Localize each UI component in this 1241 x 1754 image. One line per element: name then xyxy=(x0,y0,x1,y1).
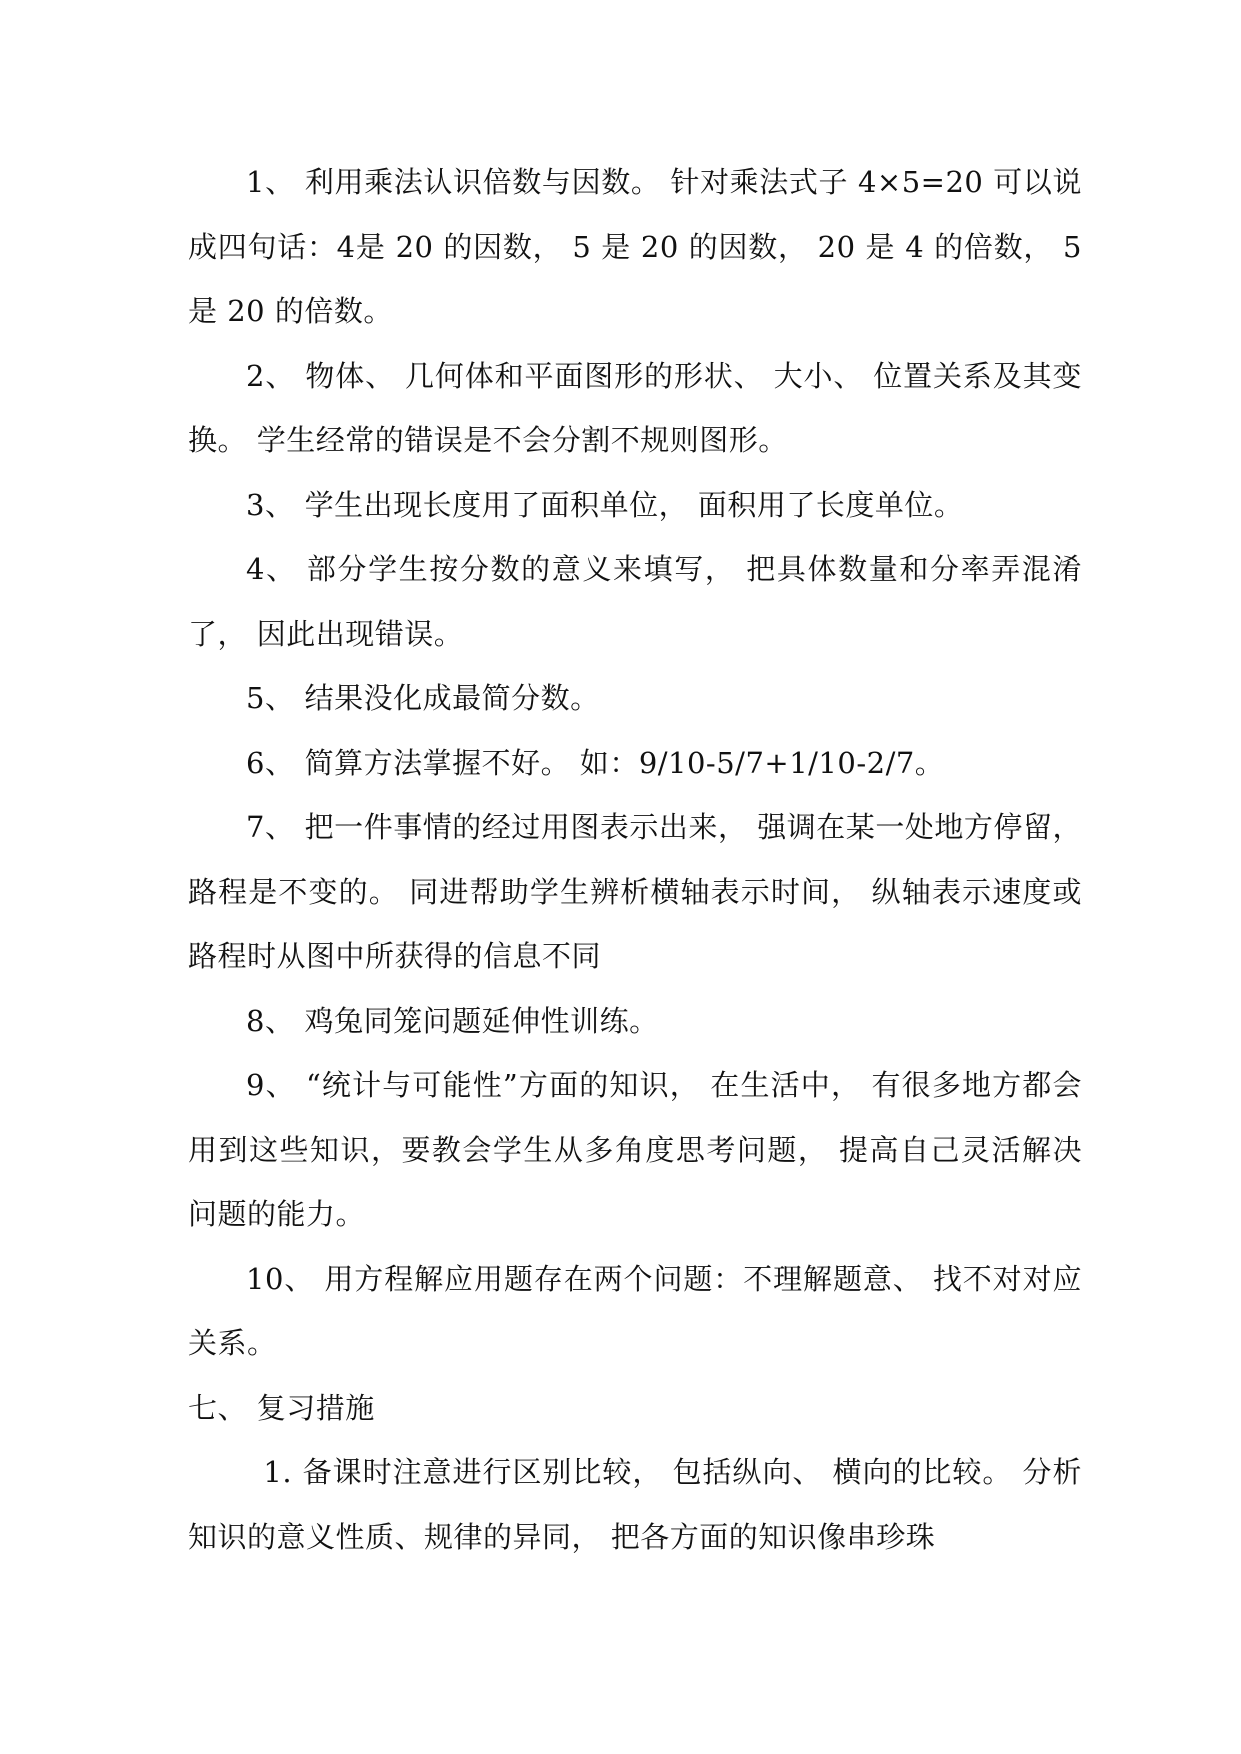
list-item xyxy=(188,1247,1082,1376)
item-number: 2、 xyxy=(246,358,296,393)
item-number: 1. xyxy=(263,1455,293,1489)
list-item xyxy=(188,1053,1082,1247)
list-item xyxy=(188,795,1082,989)
list-item xyxy=(188,537,1082,666)
list-item xyxy=(188,150,1082,344)
item-number: 4、 xyxy=(246,552,297,586)
item-text: 备课时注意进行区别比较， 包括纵向、 横向的比较。 分析知识的意义性质、规律的异同， 把各方面的知识像串珍珠 xyxy=(188,1455,1082,1554)
item-number: 10、 xyxy=(246,1261,315,1296)
item-number: 9、 xyxy=(246,1068,296,1102)
list-item xyxy=(188,989,1082,1054)
item-number: 6、 xyxy=(246,745,295,780)
list-item xyxy=(188,731,1082,796)
measure-item xyxy=(188,1440,1082,1569)
document-body xyxy=(188,150,1082,1569)
section-heading: 七、 复习措施 xyxy=(188,1390,375,1425)
item-text: 把一件事情的经过用图表示出来， 强调在某一处地方停留， 路程是不变的。 同进帮助学生辨析横轴表示时间， 纵轴表示速度或路程时从图中所获得的信息不同 xyxy=(188,810,1082,973)
item-number: 5、 xyxy=(246,681,295,715)
list-item xyxy=(188,473,1082,538)
item-text: 学生出现长度用了面积单位， 面积用了长度单位。 xyxy=(304,487,964,522)
item-text: 利用乘法认识倍数与因数。 针对乘法式子 4×5=20 可以说成四句话：4是 20 的因数， 5 是 20 的因数， 20 是 4 的倍数， 5 是 20 的倍数。 xyxy=(188,165,1082,328)
item-number: 1、 xyxy=(246,165,295,199)
item-text: 鸡兔同笼问题延伸性训练。 xyxy=(304,1003,659,1038)
list-item xyxy=(188,344,1082,473)
item-text: 用方程解应用题存在两个问题：不理解题意、 找不对对应关系。 xyxy=(188,1261,1082,1360)
item-number: 8、 xyxy=(246,1003,295,1038)
item-text: “统计与可能性”方面的知识， 在生活中， 有很多地方都会用到这些知识，要教会学生从多角度思考问题， 提高自己灵活解决问题的能力。 xyxy=(188,1068,1083,1231)
item-number: 3、 xyxy=(246,487,295,522)
item-text: 结果没化成最简分数。 xyxy=(304,681,600,715)
item-text: 物体、 几何体和平面图形的形状、 大小、 位置关系及其变换。 学生经常的错误是不会分割不规则图形。 xyxy=(188,358,1083,457)
item-text: 部分学生按分数的意义来填写， 把具体数量和分率弄混淆了， 因此出现错误。 xyxy=(188,552,1082,651)
item-text: 简算方法掌握不好。 如：9/10-5/7+1/10-2/7。 xyxy=(304,745,945,780)
list-item xyxy=(188,666,1082,731)
item-number: 7、 xyxy=(246,810,295,844)
